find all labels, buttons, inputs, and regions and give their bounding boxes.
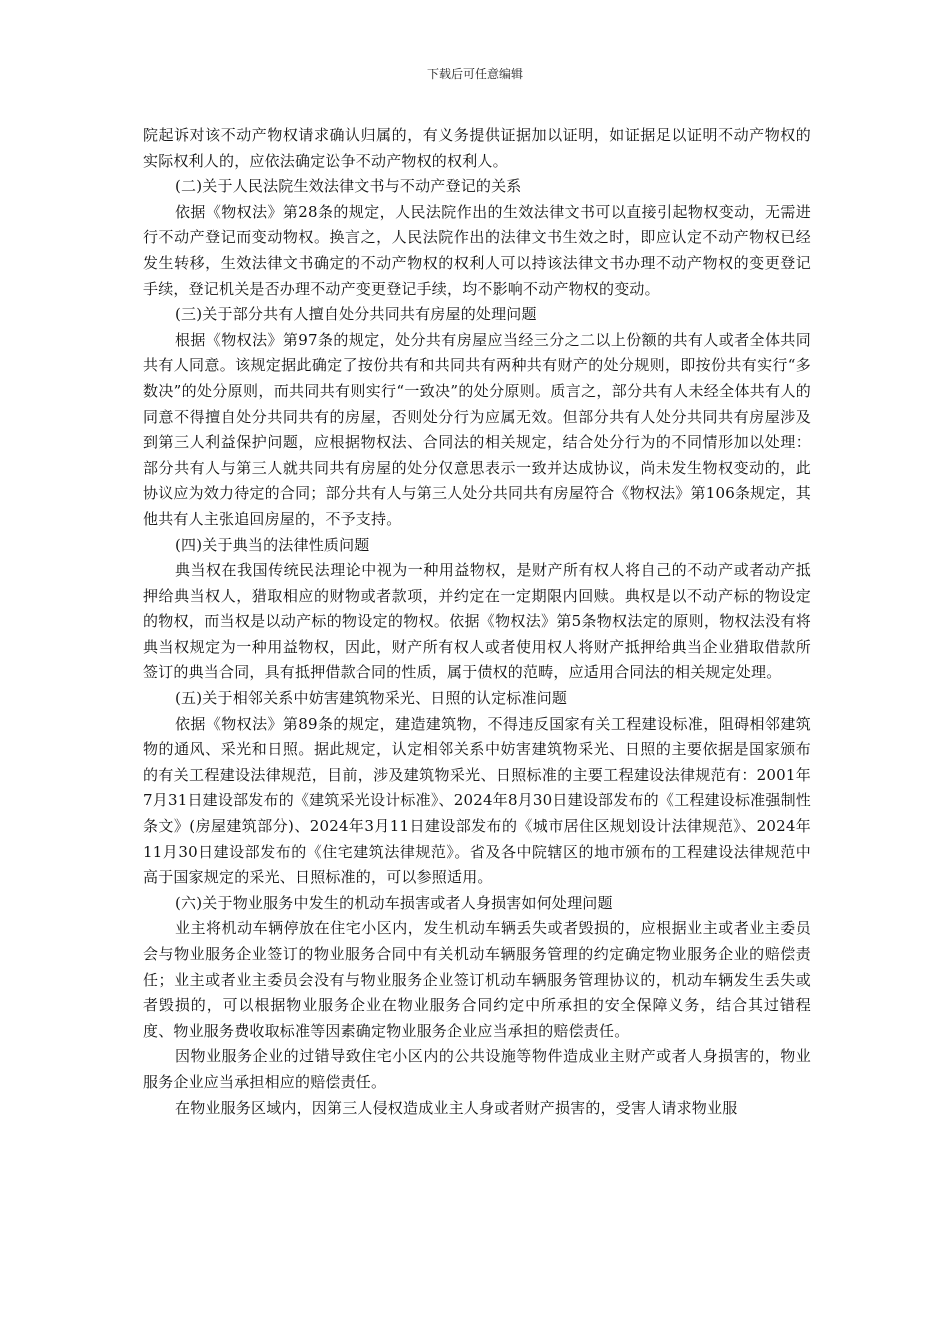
section-heading: (四)关于典当的法律性质问题 bbox=[175, 535, 370, 554]
paragraph: 依据《物权法》第89条的规定，建造建筑物，不得违反国家有关工程建设标准，阻碍相邻建筑物的通风、采光和日照。据此规定，认定相邻关系中妨害建筑物采光、日照的主要依据是国家颁布的有关工程建设法律规范，目前，涉及建筑物采光、日照标准的主要工程建设法律规范有：2001年7月31日建设部发布的《建筑采光设计标准》、2024年8月30日建设部发布的《工程建设标准强制性条文》(房屋建筑部分)、2024年3月11日建设部发布的《城市居住区规划设计法律规范》、2024年11月30日建设部发布的《住宅建筑法律规范》。省及各中院辖区的地市颁布的工程建设法律规范中高于国家规定的采光、日照标准的，可以参照适用。 bbox=[143, 714, 811, 887]
paragraph: 根据《物权法》第97条的规定，处分共有房屋应当经三分之二以上份额的共有人或者全体共同共有人同意。该规定据此确定了按份共有和共同共有两种共有财产的处分规则，即按份共有实行“多数决”的处分原则，而共同共有则实行“一致决”的处分原则。质言之，部分共有人未经全体共有人的同意不得擅自处分共同共有的房屋，否则处分行为应属无效。但部分共有人处分共同共有房屋涉及到第三人利益保护问题，应根据物权法、合同法的相关规定，结合处分行为的不同情形加以处理：部分共有人与第三人就共同共有房屋的处分仅意思表示一致并达成协议，尚未发生物权变动的，此协议应为效力待定的合同；部分共有人与第三人处分共同共有房屋符合《物权法》第106条规定，其他共有人主张追回房屋的，不予支持。 bbox=[143, 330, 811, 528]
paragraph: 业主将机动车辆停放在住宅小区内，发生机动车辆丢失或者毁损的，应根据业主或者业主委员会与物业服务企业签订的物业服务合同中有关机动车辆服务管理的约定确定物业服务企业的赔偿责任；业主或者业主委员会没有与物业服务企业签订机动车辆服务管理协议的，机动车辆发生丢失或者毁损的，可以根据物业服务企业在物业服务合同约定中所承担的安全保障义务，结合其过错程度、物业服务费收取标准等因素确定物业服务企业应当承担的赔偿责任。 bbox=[143, 919, 811, 1040]
paragraph: 院起诉对该不动产物权请求确认归属的，有义务提供证据加以证明，如证据足以证明不动产物权的实际权利人的，应依法确定讼争不动产物权的权利人。 bbox=[143, 126, 811, 170]
paragraph: 依据《物权法》第28条的规定，人民法院作出的生效法律文书可以直接引起物权变动，无需进行不动产登记而变动物权。换言之，人民法院作出的法律文书生效之时，即应认定不动产物权已经发生转移，生效法律文书确定的不动产物权的权利人可以持该法律文书办理不动产物权的变更登记手续，登记机关是否办理不动产变更登记手续，均不影响不动产物权的变动。 bbox=[143, 202, 811, 298]
paragraph: 典当权在我国传统民法理论中视为一种用益物权，是财产所有权人将自己的不动产或者动产抵押给典当权人，猎取相应的财物或者款项，并约定在一定期限内回赎。典权是以不动产标的物设定的物权，而当权是以动产标的物设定的物权。依据《物权法》第5条物权法定的原则，物权法没有将典当权规定为一种用益物权，因此，财产所有权人或者使用权人将财产抵押给典当企业猎取借款所签订的典当合同，具有抵押借款合同的性质，属于债权的范畴，应适用合同法的相关规定处理。 bbox=[143, 561, 811, 682]
document-body bbox=[143, 123, 811, 1121]
section-heading: (二)关于人民法院生效法律文书与不动产登记的关系 bbox=[175, 177, 522, 196]
page-header: 下载后可任意编辑 bbox=[426, 67, 523, 81]
paragraph: 因物业服务企业的过错导致住宅小区内的公共设施等物件造成业主财产或者人身损害的，物业服务企业应当承担相应的赔偿责任。 bbox=[143, 1047, 811, 1091]
section-heading: (五)关于相邻关系中妨害建筑物采光、日照的认定标准问题 bbox=[175, 689, 568, 708]
section-heading: (三)关于部分共有人擅自处分共同共有房屋的处理问题 bbox=[175, 305, 537, 324]
section-heading: (六)关于物业服务中发生的机动车损害或者人身损害如何处理问题 bbox=[175, 893, 613, 912]
paragraph: 在物业服务区域内，因第三人侵权造成业主人身或者财产损害的，受害人请求物业服 bbox=[175, 1098, 738, 1117]
